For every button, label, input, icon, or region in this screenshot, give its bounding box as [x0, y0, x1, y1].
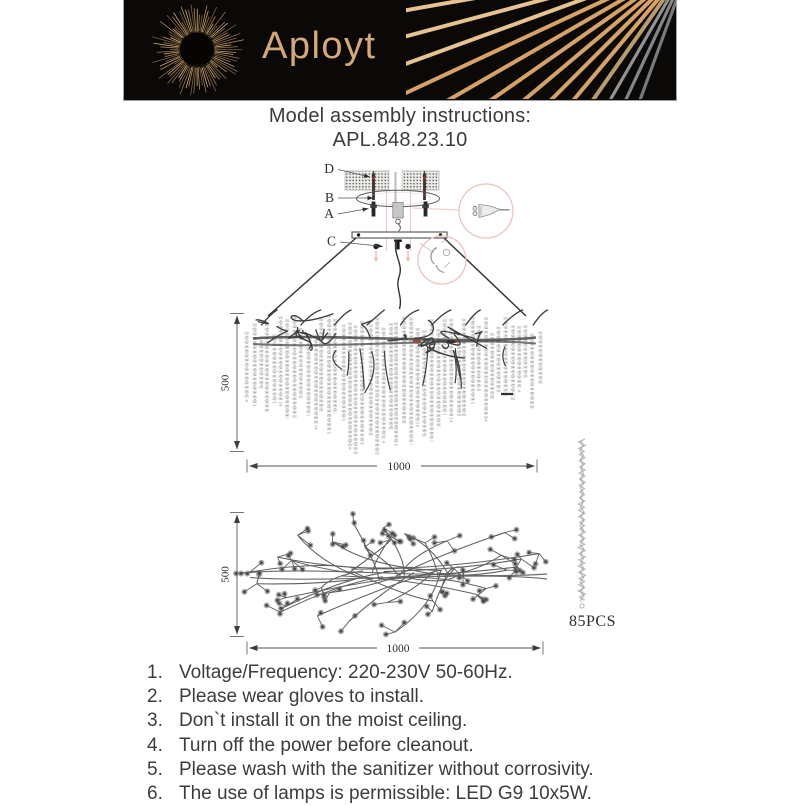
top-width-label: 1000 — [387, 643, 410, 655]
instruction-item — [147, 782, 594, 806]
instruction-item — [147, 758, 594, 782]
instruction-item — [147, 685, 594, 709]
instruction-number: 1. — [147, 661, 174, 685]
instruction-text: Turn off the power before cleanout. — [174, 734, 474, 758]
instruction-item — [147, 734, 594, 758]
top-view-drawing — [233, 511, 549, 638]
instruction-text: Please wash with the sanitizer without corrosivity. — [174, 758, 594, 782]
part-label-c: C — [327, 234, 336, 249]
top-height-label: 500 — [220, 566, 232, 583]
suspension-connector — [393, 203, 403, 219]
instruction-text: The use of lamps is permissible: LED G9 10x5W. — [174, 782, 592, 806]
page-title: Model assembly instructions: — [0, 105, 800, 127]
part-label-d: D — [324, 161, 334, 176]
part-label-b: B — [325, 190, 334, 205]
front-width-label: 1000 — [388, 461, 411, 473]
mounting-plate — [352, 232, 447, 238]
instruction-item — [147, 709, 594, 733]
instruction-number: 5. — [147, 758, 174, 782]
instruction-number: 2. — [147, 685, 174, 709]
instruction-number: 3. — [147, 709, 174, 733]
hook-detail-callout — [418, 236, 466, 284]
instructions-list — [147, 661, 594, 806]
instruction-text: Voltage/Frequency: 220-230V 50-60Hz. — [174, 661, 513, 685]
front-height-label: 500 — [220, 374, 232, 391]
part-label-a: A — [324, 206, 334, 221]
crystal-strand-sample — [578, 439, 585, 608]
instruction-number: 4. — [147, 734, 174, 758]
instruction-text: Please wear gloves to install. — [174, 685, 424, 709]
brand-name: Aployt — [262, 27, 377, 65]
instruction-number: 6. — [147, 782, 174, 806]
crystal-count-label: 85PCS — [569, 613, 616, 630]
front-view-branches — [253, 310, 548, 393]
instruction-item — [147, 661, 594, 685]
model-number: APL.848.23.10 — [0, 129, 800, 151]
instruction-text: Don`t install it on the moist ceiling. — [174, 709, 467, 733]
assembly-diagram — [268, 169, 526, 316]
